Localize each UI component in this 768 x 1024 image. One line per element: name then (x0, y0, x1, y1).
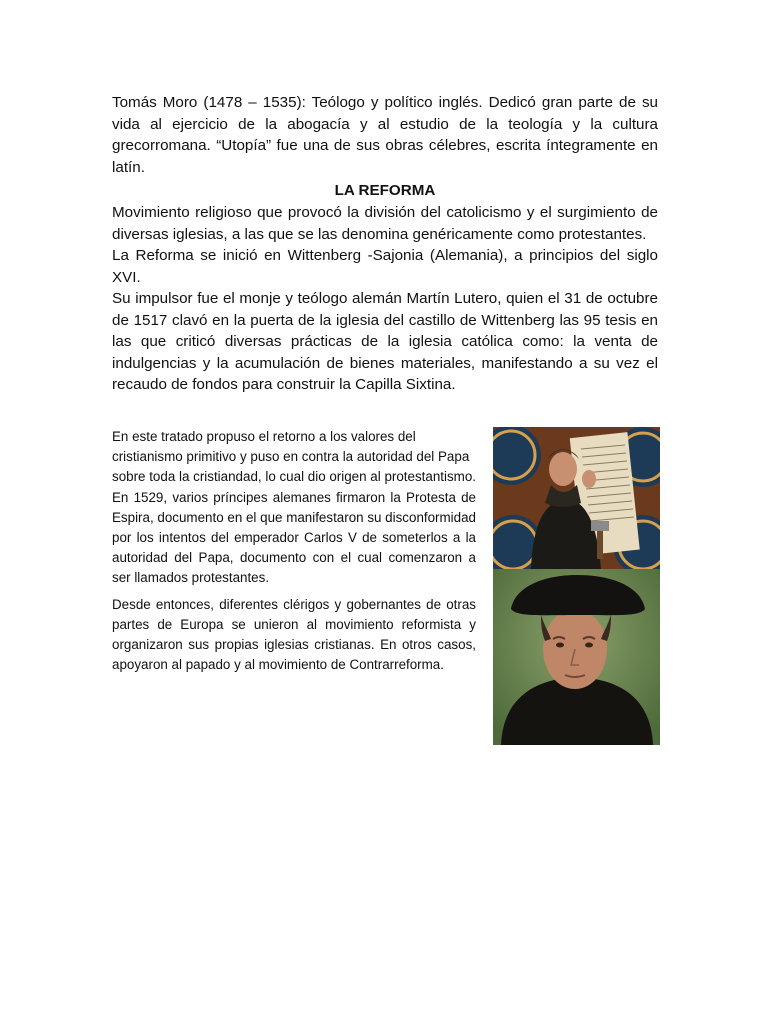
reforma-paragraph-2: La Reforma se inició en Wittenberg -Sajonia (Alemania), a principios del siglo XVI. (112, 247, 658, 286)
side-paragraph-2: En 1529, varios príncipes alemanes firmaron la Protesta de Espira, documento en el que manifestaron su disconformidad por los intentos del emperador Carlos V de someterlos a la autoridad del Papa, documento con el cual comenzaron a ser llamados protestantes. (112, 489, 476, 586)
side-text-column (112, 427, 476, 675)
luther-portrait-image (493, 569, 660, 745)
lower-section (112, 427, 658, 675)
side-paragraph-3: Desde entonces, diferentes clérigos y gobernantes de otras partes de Europa se unieron al movimiento reformista y organizaron sus propias iglesias cristianas. En otros casos, apoyaron al papado y al movimiento de Contrarreforma. (112, 596, 476, 673)
reforma-paragraph-3: Su impulsor fue el monje y teólogo alemán Martín Lutero, quien el 31 de octubre de 1517 clavó en la puerta de la iglesia del castillo de Wittenberg las 95 tesis en las que criticó diversas prácticas de la iglesia católica como: la venta de indulgencias y la acumulación de bienes materiales, manifestando a su vez el recaudo de fondos para construir la Capilla Sixtina. (112, 290, 658, 393)
section-title: LA REFORMA (334, 182, 436, 199)
intro-paragraph: Tomás Moro (1478 – 1535): Teólogo y político inglés. Dedicó gran parte de su vida al ejercicio de la abogacía y al estudio de la teología y la cultura grecorromana. “Utopía” fue una de sus obras célebres, escrita íntegramente en latín. (112, 94, 658, 176)
side-paragraph-1: En este tratado propuso el retorno a los valores del cristianismo primitivo y puso en contra la autoridad del Papa sobre toda la cristiandad, lo cual dio origen al protestantismo. (112, 429, 476, 485)
reforma-paragraph-1: Movimiento religioso que provocó la división del catolicismo y el surgimiento de diversas iglesias, a las que se las denomina genéricamente como protestantes. (112, 204, 658, 243)
document-body (112, 92, 658, 396)
luther-nailing-theses-image (493, 427, 660, 569)
